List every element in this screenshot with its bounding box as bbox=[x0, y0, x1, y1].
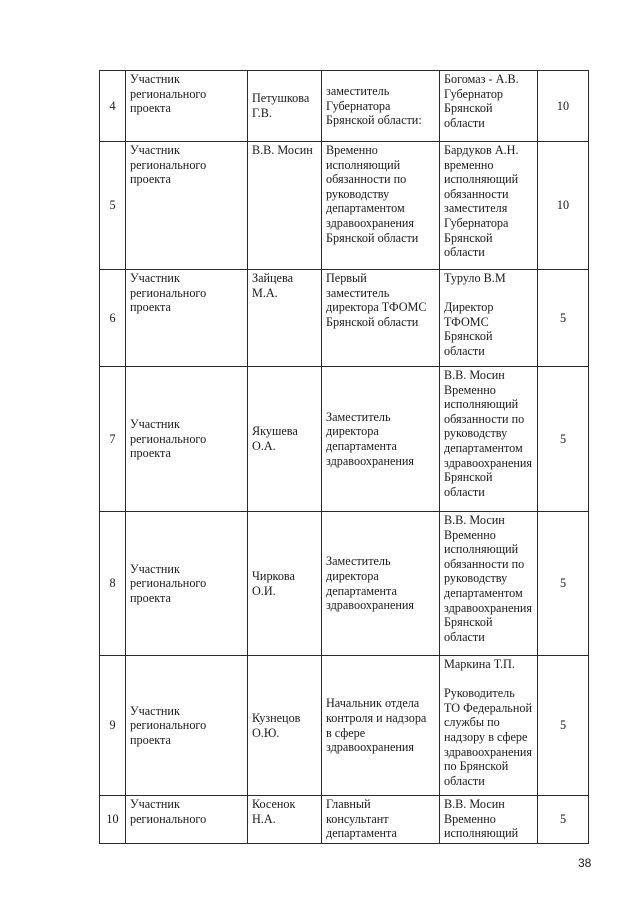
name-cell: В.В. Мосин bbox=[248, 142, 322, 270]
percent-cell: 5 bbox=[538, 367, 589, 512]
row-number: 6 bbox=[100, 270, 126, 367]
percent-cell: 10 bbox=[538, 142, 589, 270]
name-cell: Кузнецов О.Ю. bbox=[248, 656, 322, 796]
row-number: 10 bbox=[100, 796, 126, 844]
role-cell: Участник регионального проекта bbox=[126, 270, 248, 367]
role-cell: Участник регионального проекта bbox=[126, 367, 248, 512]
table-row bbox=[100, 270, 589, 367]
table-row bbox=[100, 71, 589, 142]
position-cell: Главный консультант департамента bbox=[322, 796, 440, 844]
row-number: 8 bbox=[100, 512, 126, 656]
page-number: 38 bbox=[578, 856, 592, 870]
supervisor-cell: Богомаз - А.В. Губернатор Брянской области bbox=[440, 71, 538, 142]
position-cell: Временно исполняющий обязанности по руководству департаментом здравоохранения Брянской области bbox=[322, 142, 440, 270]
table-row bbox=[100, 512, 589, 656]
row-number: 9 bbox=[100, 656, 126, 796]
position-cell: Заместитель директора департамента здравоохранения bbox=[322, 512, 440, 656]
row-number: 4 bbox=[100, 71, 126, 142]
supervisor-cell: В.В. Мосин Временно исполняющий обязанности по руководству департаментом здравоохранения Брянской области bbox=[440, 512, 538, 656]
table-row bbox=[100, 796, 589, 844]
table-row bbox=[100, 142, 589, 270]
participants-table bbox=[99, 70, 589, 844]
name-cell: Косенок Н.А. bbox=[248, 796, 322, 844]
supervisor-cell: Маркина Т.П. Руководитель ТО Федеральной службы по надзору в сфере здравоохранения по Брянской области bbox=[440, 656, 538, 796]
supervisor-cell: Бардуков А.Н. временно исполняющий обязанности заместителя Губернатора Брянской области bbox=[440, 142, 538, 270]
row-number: 7 bbox=[100, 367, 126, 512]
row-number: 5 bbox=[100, 142, 126, 270]
percent-cell: 10 bbox=[538, 71, 589, 142]
role-cell: Участник регионального проекта bbox=[126, 512, 248, 656]
percent-cell: 5 bbox=[538, 270, 589, 367]
table-row bbox=[100, 656, 589, 796]
role-cell: Участник регионального проекта bbox=[126, 71, 248, 142]
name-cell: Зайцева М.А. bbox=[248, 270, 322, 367]
position-cell: Первый заместитель директора ТФОМС Брянской области bbox=[322, 270, 440, 367]
table-row bbox=[100, 367, 589, 512]
supervisor-cell: В.В. Мосин Временно исполняющий обязанности по руководству департаментом здравоохранения Брянской области bbox=[440, 367, 538, 512]
position-cell: Заместитель директора департамента здравоохранения bbox=[322, 367, 440, 512]
position-cell: Начальник отдела контроля и надзора в сфере здравоохранения bbox=[322, 656, 440, 796]
percent-cell: 5 bbox=[538, 656, 589, 796]
role-cell: Участник регионального проекта bbox=[126, 656, 248, 796]
percent-cell: 5 bbox=[538, 796, 589, 844]
position-cell: заместитель Губернатора Брянской области: bbox=[322, 71, 440, 142]
supervisor-cell: Туруло В.М Директор ТФОМС Брянской области bbox=[440, 270, 538, 367]
role-cell: Участник регионального bbox=[126, 796, 248, 844]
name-cell: Якушева О.А. bbox=[248, 367, 322, 512]
name-cell: Петушкова Г.В. bbox=[248, 71, 322, 142]
role-cell: Участник регионального проекта bbox=[126, 142, 248, 270]
name-cell: Чиркова О.И. bbox=[248, 512, 322, 656]
percent-cell: 5 bbox=[538, 512, 589, 656]
supervisor-cell: В.В. Мосин Временно исполняющий bbox=[440, 796, 538, 844]
